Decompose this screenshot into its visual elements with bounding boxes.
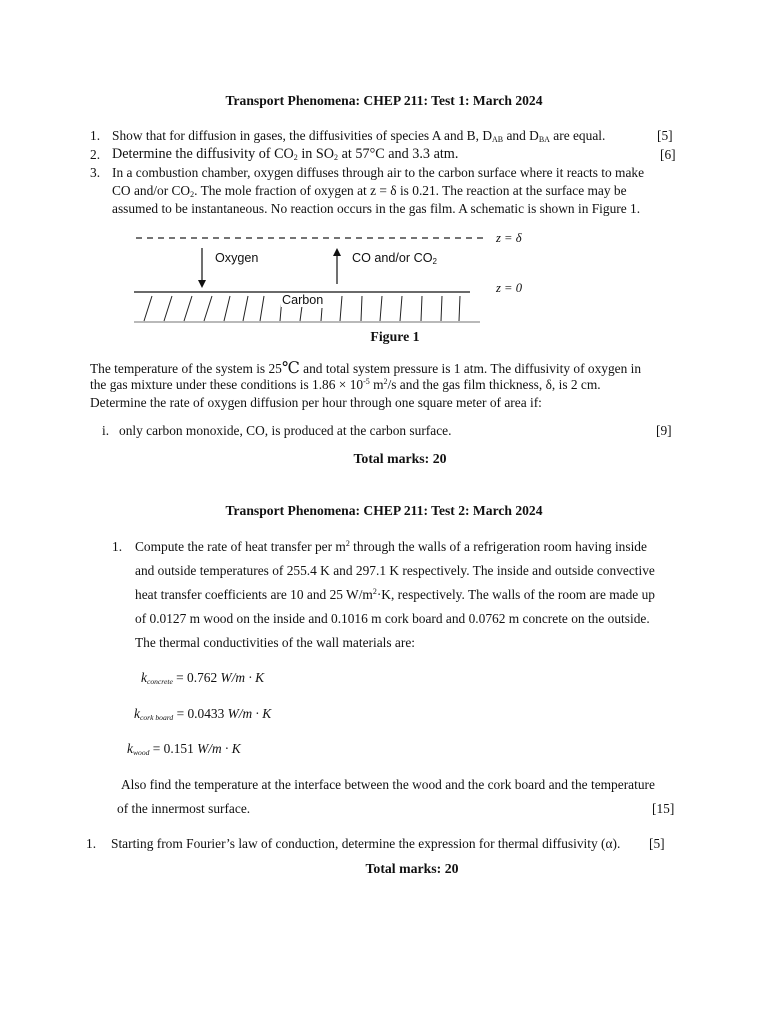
- figure-label-carbon: Carbon: [282, 293, 324, 307]
- test1-total-marks: Total marks: 20: [353, 451, 447, 466]
- figure-label-co: CO and/or $CO_2$: [352, 251, 437, 266]
- oxygen-arrow-head: [198, 280, 206, 288]
- q1-text: Show that for diffusion in gases, the diffusivities of species A and B, $D_{AB}$ and $D_{BA}$ are equal.: [112, 128, 606, 144]
- q3-number: 3.: [90, 165, 101, 180]
- test2-title: Transport Phenomena: CHEP 211: Test 2: March 2024: [225, 503, 543, 518]
- figure1-caption: Figure 1: [370, 329, 420, 344]
- para-line2: the gas mixture under these conditions is $1.86 \times 10^{-5}$ $m^2/s$ and the gas film thickness, δ, is 2 cm.: [90, 377, 601, 392]
- t2-q1-line5: The thermal conductivities of the wall materials are:: [135, 635, 415, 650]
- figure-label-z-zero: z = 0: [496, 281, 522, 295]
- t2-q1-line3: heat transfer coefficients are 10 and 25 $W/m^2\cdot K$, respectively. The walls of the room are made up: [135, 587, 655, 602]
- t2-q1-line2: and outside temperatures of 255.4 K and 297.1 K respectively. The inside and outside convective: [135, 563, 655, 578]
- subq-i-text: only carbon monoxide, CO, is produced at the carbon surface.: [119, 423, 452, 438]
- q2-marks: [6]: [660, 147, 676, 162]
- t2-q2-marks: [5]: [649, 836, 665, 851]
- figure-label-oxygen: Oxygen: [215, 251, 259, 265]
- test2-total-marks: Total marks: 20: [365, 861, 459, 876]
- k-cork-equation: kcork board = 0.0433 W/m · K: [134, 706, 272, 722]
- t2-q2-text: Starting from Fourier’s law of conduction, determine the expression for thermal diffusivity (α).: [111, 836, 621, 851]
- q2-number: 2.: [90, 147, 101, 162]
- q1-marks: [5]: [657, 128, 673, 143]
- test1-title: Transport Phenomena: CHEP 211: Test 1: March 2024: [225, 93, 543, 108]
- t2-q1-number: 1.: [112, 539, 123, 554]
- para-line1: The temperature of the system is 25℃ and total system pressure is 1 atm. The diffusivity of oxygen in: [90, 360, 642, 377]
- t2-also-line2: of the innermost surface.: [117, 801, 251, 816]
- figure1-schematic: [130, 226, 550, 326]
- q3-line1: In a combustion chamber, oxygen diffuses through air to the carbon surface where it reacts to make: [112, 165, 645, 180]
- t2-q1-marks: [15]: [652, 801, 675, 816]
- t2-q1-line1: Compute the rate of heat transfer per $m^2$ through the walls of a refrigeration room having inside: [135, 539, 647, 554]
- t2-q2-number: 1.: [86, 836, 97, 851]
- subq-i-marks: [9]: [656, 423, 672, 438]
- co-arrow-head: [333, 248, 341, 256]
- q3-line3: assumed to be instantaneous. No reaction occurs in the gas film. A schematic is shown in Figure 1.: [112, 201, 641, 216]
- t2-also-line1: Also find the temperature at the interface between the wood and the cork board and the temperature: [121, 777, 655, 792]
- k-concrete-equation: kconcrete = 0.762 W/m · K: [141, 670, 265, 686]
- para-line3: Determine the rate of oxygen diffusion per hour through one square meter of area if:: [90, 395, 542, 410]
- q3-line2: CO and/or $CO_2$. The mole fraction of oxygen at z = δ is 0.21. The reaction at the surface may be: [112, 183, 627, 199]
- figure-label-z-delta: z = δ: [496, 231, 522, 245]
- q1-number: 1.: [90, 128, 101, 143]
- subq-i-number: i.: [102, 423, 110, 438]
- q2-text: Determine the diffusivity of $CO_2$ in $SO_2$ at 57°C and 3.3 atm.: [112, 146, 459, 162]
- k-wood-equation: kwood = 0.151 W/m · K: [127, 741, 241, 757]
- t2-q1-line4: of 0.0127 m wood on the inside and 0.1016 m cork board and 0.0762 m concrete on the outside.: [135, 611, 650, 626]
